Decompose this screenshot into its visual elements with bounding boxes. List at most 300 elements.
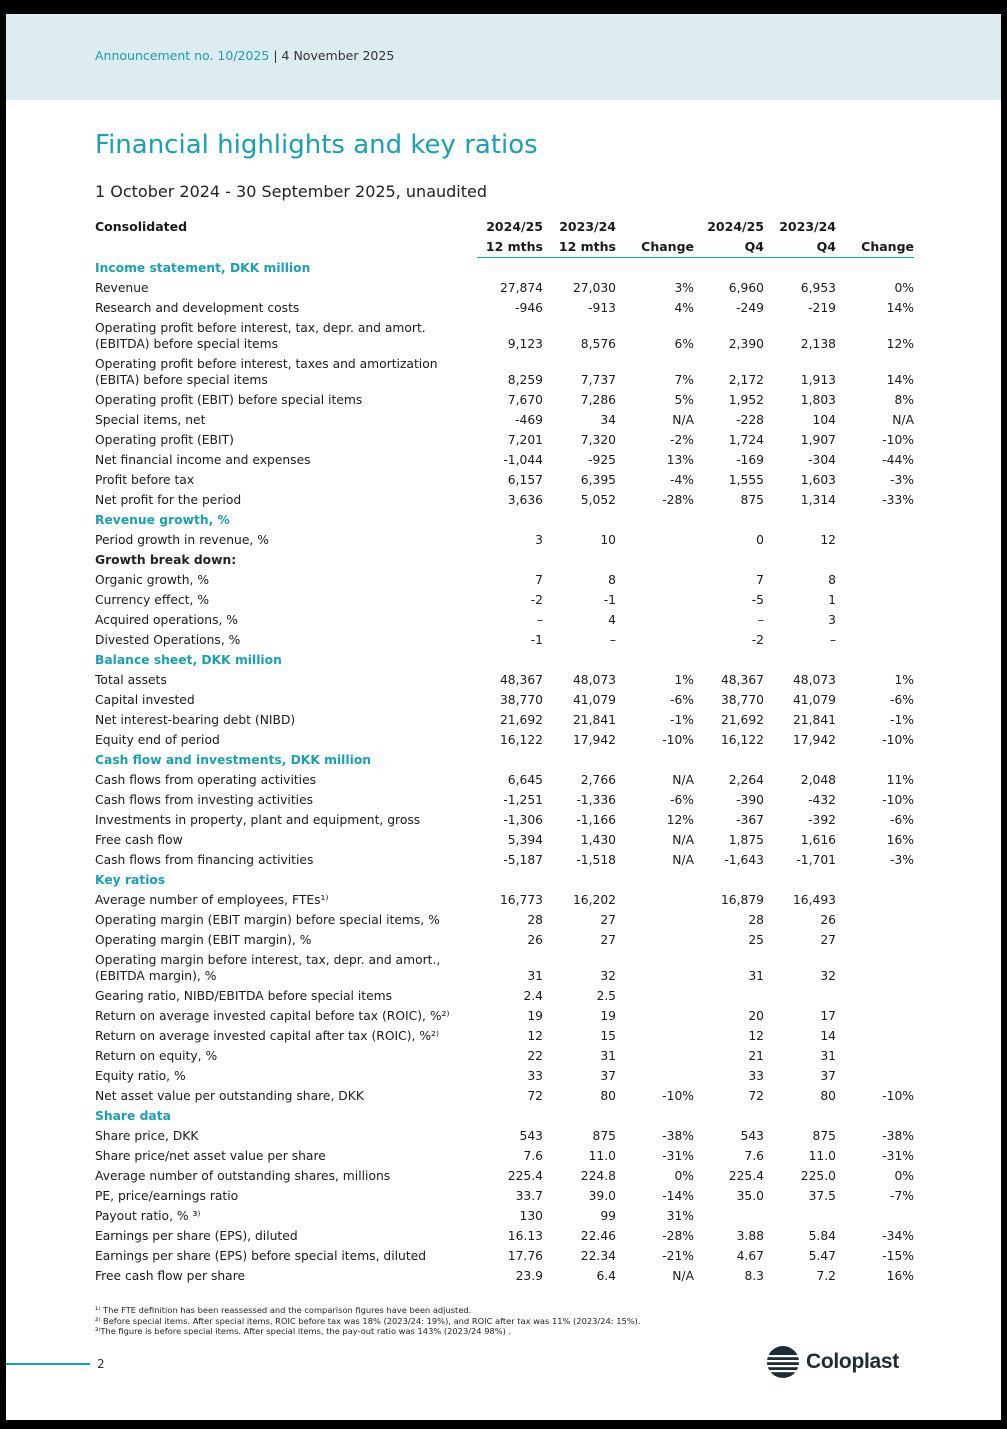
- table-cell: [836, 1206, 914, 1226]
- table-cell: -1,044: [503, 452, 543, 467]
- table-cell: N/A: [672, 852, 694, 867]
- table-cell: [694, 258, 764, 278]
- table-row: [95, 1086, 914, 1106]
- row-label: Net interest-bearing debt (NIBD): [95, 712, 296, 727]
- table-cell: [764, 650, 836, 670]
- table-cell: [836, 630, 914, 650]
- table-cell: [836, 986, 914, 1006]
- column-header-row-bottom: [95, 237, 914, 258]
- table-row: [95, 570, 914, 590]
- table-cell: 6,953: [800, 280, 836, 295]
- column-header-bottom: Q4: [694, 237, 764, 258]
- table-row: [95, 450, 914, 470]
- table-cell: [764, 870, 836, 890]
- document-page: [6, 14, 1001, 1420]
- table-cell: 1: [828, 592, 836, 607]
- table-cell: -6%: [670, 792, 694, 807]
- announcement-separator: |: [273, 48, 278, 63]
- table-cell: 130: [519, 1208, 543, 1223]
- table-cell: [836, 890, 914, 910]
- table-cell: -1,518: [576, 852, 616, 867]
- table-cell: 32: [820, 968, 836, 983]
- table-cell: 35.0: [736, 1188, 764, 1203]
- table-cell: 99: [600, 1208, 616, 1223]
- table-cell: -1,643: [724, 852, 764, 867]
- row-label: Currency effect, %: [95, 592, 209, 607]
- table-cell: 8: [608, 572, 616, 587]
- table-cell: 14%: [886, 300, 914, 315]
- table-cell: 80: [600, 1088, 616, 1103]
- table-cell: 20: [748, 1008, 764, 1023]
- table-cell: 27: [600, 912, 616, 927]
- table-cell: -38%: [662, 1128, 694, 1143]
- table-cell: 4.67: [736, 1248, 764, 1263]
- row-label: Return on equity, %: [95, 1048, 218, 1063]
- table-cell: 104: [812, 412, 836, 427]
- table-cell: -1,701: [796, 852, 836, 867]
- section-header-row: [95, 650, 914, 670]
- table-cell: 12: [527, 1028, 543, 1043]
- column-header-spacer: [95, 237, 477, 258]
- table-cell: 5.84: [808, 1228, 836, 1243]
- coloplast-logo-text: Coloplast: [806, 1350, 899, 1373]
- table-cell: 7,737: [580, 372, 616, 387]
- table-cell: [764, 510, 836, 530]
- table-cell: -469: [515, 412, 543, 427]
- row-label: Operating margin (EBIT margin), %: [95, 932, 312, 947]
- table-cell: 6.4: [596, 1268, 616, 1283]
- coloplast-logo-icon: [766, 1345, 800, 1379]
- table-row: [95, 910, 914, 930]
- section-title: Balance sheet, DKK million: [95, 652, 282, 667]
- table-row: [95, 810, 914, 830]
- table-cell: 32: [600, 968, 616, 983]
- row-label: Equity end of period: [95, 732, 220, 747]
- table-cell: 225.4: [728, 1168, 764, 1183]
- row-label: Period growth in revenue, %: [95, 532, 269, 547]
- row-label: Operating profit before interest, taxes and amortization (EBITA) before special items: [95, 356, 438, 387]
- table-cell: 8,576: [580, 336, 616, 351]
- table-cell: 1%: [894, 672, 914, 687]
- table-row: [95, 950, 914, 986]
- table-cell: [836, 550, 914, 570]
- coloplast-logo: [766, 1345, 899, 1379]
- table-cell: 7,670: [507, 392, 543, 407]
- table-cell: [836, 870, 914, 890]
- table-cell: 2,048: [800, 772, 836, 787]
- row-label: Net profit for the period: [95, 492, 242, 507]
- table-cell: N/A: [672, 832, 694, 847]
- column-header-top: 2023/24: [559, 219, 616, 234]
- table-cell: [836, 570, 914, 590]
- table-cell: 2,138: [800, 336, 836, 351]
- table-cell: -304: [808, 452, 836, 467]
- table-cell: -31%: [882, 1148, 914, 1163]
- row-label: Cash flows from financing activities: [95, 852, 314, 867]
- table-cell: 27: [600, 932, 616, 947]
- column-header-bottom: 12 mths: [543, 237, 616, 258]
- table-cell: 22: [527, 1048, 543, 1063]
- table-row: [95, 1006, 914, 1026]
- table-cell: [616, 1046, 694, 1066]
- table-cell: –: [609, 632, 616, 647]
- table-cell: -432: [808, 792, 836, 807]
- row-label: Gearing ratio, NIBD/EBITDA before special items: [95, 988, 393, 1003]
- table-cell: 16,879: [720, 892, 764, 907]
- table-cell: 7: [535, 572, 543, 587]
- table-row: [95, 410, 914, 430]
- table-cell: 11.0: [808, 1148, 836, 1163]
- row-label: Operating margin (EBIT margin) before special items, %: [95, 912, 440, 927]
- table-cell: [543, 1106, 616, 1126]
- table-cell: -2: [751, 632, 764, 647]
- table-row: [95, 1266, 914, 1286]
- table-cell: -6%: [890, 812, 914, 827]
- table-cell: 17.76: [507, 1248, 543, 1263]
- table-cell: 48,367: [720, 672, 764, 687]
- table-cell: 7%: [674, 372, 694, 387]
- table-cell: -219: [808, 300, 836, 315]
- row-label: Payout ratio, % ³⁾: [95, 1208, 201, 1223]
- row-label: Research and development costs: [95, 300, 300, 315]
- table-cell: [836, 1026, 914, 1046]
- table-cell: -10%: [882, 792, 914, 807]
- announcement-date: 4 November 2025: [281, 48, 395, 63]
- table-row: [95, 1066, 914, 1086]
- table-cell: 1,952: [728, 392, 764, 407]
- table-cell: 2,172: [728, 372, 764, 387]
- table-row: [95, 690, 914, 710]
- table-cell: -913: [588, 300, 616, 315]
- table-cell: [836, 750, 914, 770]
- table-row: [95, 1126, 914, 1146]
- table-cell: N/A: [672, 412, 694, 427]
- table-row: [95, 430, 914, 450]
- table-cell: -44%: [882, 452, 914, 467]
- table-cell: 16,773: [499, 892, 543, 907]
- row-label: Acquired operations, %: [95, 612, 238, 627]
- table-cell: -15%: [882, 1248, 914, 1263]
- table-cell: 5.47: [808, 1248, 836, 1263]
- table-cell: 3%: [674, 280, 694, 295]
- table-cell: -367: [736, 812, 764, 827]
- table-cell: -14%: [662, 1188, 694, 1203]
- table-cell: 31: [820, 1048, 836, 1063]
- table-cell: 1,907: [800, 432, 836, 447]
- footnote-1: ¹⁾ The FTE definition has been reassessed and the comparison figures have been adjusted.: [95, 1305, 472, 1315]
- table-cell: [616, 510, 694, 530]
- table-cell: [616, 530, 694, 550]
- table-cell: 543: [519, 1128, 543, 1143]
- table-cell: [477, 750, 543, 770]
- table-cell: –: [536, 612, 543, 627]
- table-cell: [616, 986, 694, 1006]
- table-cell: -1,306: [503, 812, 543, 827]
- table-cell: [764, 258, 836, 278]
- table-cell: –: [757, 612, 764, 627]
- table-cell: 6,157: [507, 472, 543, 487]
- table-row: [95, 710, 914, 730]
- row-label: Revenue: [95, 280, 149, 295]
- table-row: [95, 730, 914, 750]
- table-cell: 5,052: [580, 492, 616, 507]
- table-cell: 1,724: [728, 432, 764, 447]
- table-cell: 875: [740, 492, 764, 507]
- table-cell: [836, 610, 914, 630]
- table-cell: [836, 1106, 914, 1126]
- table-cell: 1,314: [800, 492, 836, 507]
- table-cell: 1,913: [800, 372, 836, 387]
- table-cell: 17,942: [572, 732, 616, 747]
- table-cell: 1,875: [728, 832, 764, 847]
- table-cell: 16,122: [720, 732, 764, 747]
- table-cell: 22.34: [580, 1248, 616, 1263]
- footnotes: [95, 1305, 641, 1337]
- row-label: Profit before tax: [95, 472, 195, 487]
- table-cell: [477, 650, 543, 670]
- row-label: Return on average invested capital after tax (ROIC), %²⁾: [95, 1028, 439, 1043]
- table-cell: 19: [527, 1008, 543, 1023]
- table-cell: 14: [820, 1028, 836, 1043]
- column-header-top: 2024/25: [707, 219, 764, 234]
- table-row: [95, 278, 914, 298]
- row-label: Earnings per share (EPS) before special items, diluted: [95, 1248, 427, 1263]
- table-cell: 33: [748, 1068, 764, 1083]
- row-label: Free cash flow: [95, 832, 183, 847]
- table-cell: 48,073: [572, 672, 616, 687]
- row-label: Earnings per share (EPS), diluted: [95, 1228, 298, 1243]
- table-cell: 11.0: [588, 1148, 616, 1163]
- table-cell: 10: [600, 532, 616, 547]
- table-cell: 7,201: [507, 432, 543, 447]
- column-header-bottom: Change: [836, 237, 914, 258]
- table-cell: -21%: [662, 1248, 694, 1263]
- table-cell: -1,251: [503, 792, 543, 807]
- row-label: Equity ratio, %: [95, 1068, 186, 1083]
- table-cell: 2,264: [728, 772, 764, 787]
- section-header-row: [95, 510, 914, 530]
- row-label: Free cash flow per share: [95, 1268, 246, 1283]
- row-label: Return on average invested capital before tax (ROIC), %²⁾: [95, 1008, 450, 1023]
- row-label: Capital invested: [95, 692, 195, 707]
- table-cell: 48,073: [792, 672, 836, 687]
- table-row: [95, 930, 914, 950]
- table-cell: 0%: [894, 280, 914, 295]
- table-cell: 38,770: [499, 692, 543, 707]
- table-cell: 3,636: [507, 492, 543, 507]
- table-cell: [694, 650, 764, 670]
- table-cell: 31: [600, 1048, 616, 1063]
- table-row: [95, 1166, 914, 1186]
- table-row: [95, 790, 914, 810]
- table-row: [95, 530, 914, 550]
- table-cell: 19: [600, 1008, 616, 1023]
- table-cell: [543, 650, 616, 670]
- table-cell: [616, 258, 694, 278]
- row-label: Net financial income and expenses: [95, 452, 311, 467]
- table-cell: 16,122: [499, 732, 543, 747]
- announcement-line: [95, 48, 394, 63]
- table-cell: 3: [828, 612, 836, 627]
- table-cell: -1,166: [576, 812, 616, 827]
- table-cell: 7,286: [580, 392, 616, 407]
- table-cell: 28: [527, 912, 543, 927]
- column-header-top: 2023/24: [779, 219, 836, 234]
- row-label: Operating profit before interest, tax, depr. and amort. (EBITDA) before special items: [95, 320, 426, 351]
- table-cell: 875: [592, 1128, 616, 1143]
- table-cell: 7.2: [816, 1268, 836, 1283]
- column-header-bottom: Q4: [764, 237, 836, 258]
- table-cell: [836, 910, 914, 930]
- table-cell: [543, 870, 616, 890]
- table-cell: 225.0: [800, 1168, 836, 1183]
- section-title: Key ratios: [95, 872, 166, 887]
- table-cell: 21,841: [792, 712, 836, 727]
- row-label: Growth break down:: [95, 552, 237, 567]
- table-cell: 27,874: [499, 280, 543, 295]
- table-cell: -3%: [890, 472, 914, 487]
- table-cell: [836, 950, 914, 986]
- table-row: [95, 850, 914, 870]
- table-cell: -169: [736, 452, 764, 467]
- section-title: Income statement, DKK million: [95, 260, 311, 275]
- table-cell: 37: [600, 1068, 616, 1083]
- table-cell: 21: [748, 1048, 764, 1063]
- table-row: [95, 1186, 914, 1206]
- table-cell: [616, 870, 694, 890]
- table-cell: 0: [756, 532, 764, 547]
- table-cell: -31%: [662, 1148, 694, 1163]
- table-cell: 48,367: [499, 672, 543, 687]
- table-cell: [616, 930, 694, 950]
- table-cell: [694, 1206, 764, 1226]
- table-cell: 3: [535, 532, 543, 547]
- table-cell: 37.5: [808, 1188, 836, 1203]
- table-cell: -10%: [662, 732, 694, 747]
- table-cell: [616, 570, 694, 590]
- row-label: Operating margin before interest, tax, depr. and amort., (EBITDA margin), %: [95, 952, 441, 983]
- table-row: [95, 670, 914, 690]
- table-cell: [616, 910, 694, 930]
- table-row: [95, 298, 914, 318]
- table-cell: -2%: [670, 432, 694, 447]
- page-number: 2: [97, 1357, 105, 1371]
- table-cell: 6,395: [580, 472, 616, 487]
- table-cell: 16,493: [792, 892, 836, 907]
- row-label: Average number of outstanding shares, millions: [95, 1168, 391, 1183]
- table-cell: 9,123: [507, 336, 543, 351]
- table-cell: 1,430: [580, 832, 616, 847]
- footnote-3: ³⁾The figure is before special items. After special items, the pay-out ratio was 143% (2023/24 98%) .: [95, 1326, 512, 1336]
- column-header-top: [616, 217, 694, 237]
- table-cell: 21,692: [499, 712, 543, 727]
- table-cell: -1%: [670, 712, 694, 727]
- table-cell: 22.46: [580, 1228, 616, 1243]
- table-cell: [477, 510, 543, 530]
- table-cell: 2,390: [728, 336, 764, 351]
- table-cell: -7%: [890, 1188, 914, 1203]
- table-cell: -392: [808, 812, 836, 827]
- table-cell: 34: [600, 412, 616, 427]
- table-cell: [694, 1106, 764, 1126]
- table-cell: [694, 986, 764, 1006]
- column-header-bottom: 12 mths: [477, 237, 543, 258]
- row-label: Organic growth, %: [95, 572, 210, 587]
- table-cell: 12: [820, 532, 836, 547]
- table-row: [95, 1226, 914, 1246]
- column-header-label: Consolidated: [95, 219, 188, 234]
- table-row: [95, 318, 914, 354]
- table-cell: [477, 870, 543, 890]
- table-cell: [616, 650, 694, 670]
- table-cell: [616, 1106, 694, 1126]
- table-cell: -228: [736, 412, 764, 427]
- table-cell: 6,645: [507, 772, 543, 787]
- table-cell: -1: [530, 632, 543, 647]
- table-cell: 8,259: [507, 372, 543, 387]
- table-cell: 2,766: [580, 772, 616, 787]
- row-label: Share price, DKK: [95, 1128, 199, 1143]
- table-cell: 17: [820, 1008, 836, 1023]
- column-header-row-top: [95, 217, 914, 237]
- table-cell: 12%: [886, 336, 914, 351]
- page-title: Financial highlights and key ratios: [95, 130, 538, 160]
- table-cell: 14%: [886, 372, 914, 387]
- table-row: [95, 986, 914, 1006]
- table-cell: -38%: [882, 1128, 914, 1143]
- table-cell: [836, 1066, 914, 1086]
- table-cell: 7.6: [744, 1148, 764, 1163]
- table-cell: 72: [527, 1088, 543, 1103]
- table-cell: [764, 750, 836, 770]
- row-label: Investments in property, plant and equipment, gross: [95, 812, 421, 827]
- table-cell: 16%: [886, 832, 914, 847]
- table-cell: 39.0: [588, 1188, 616, 1203]
- table-cell: 7: [756, 572, 764, 587]
- table-cell: 875: [812, 1128, 836, 1143]
- table-cell: -2: [530, 592, 543, 607]
- table-cell: [616, 550, 694, 570]
- table-cell: -5,187: [503, 852, 543, 867]
- table-cell: [836, 590, 914, 610]
- table-cell: [836, 1006, 914, 1026]
- table-cell: 31%: [666, 1208, 694, 1223]
- table-cell: 33.7: [515, 1188, 543, 1203]
- table-cell: [616, 1026, 694, 1046]
- row-label: Cash flows from investing activities: [95, 792, 314, 807]
- row-label: Cash flows from operating activities: [95, 772, 317, 787]
- table-cell: [543, 550, 616, 570]
- table-cell: 8: [828, 572, 836, 587]
- table-cell: [764, 1206, 836, 1226]
- table-row: [95, 1026, 914, 1046]
- table-cell: 25: [748, 932, 764, 947]
- row-label: Net asset value per outstanding share, DKK: [95, 1088, 364, 1103]
- table-cell: [836, 1046, 914, 1066]
- table-cell: 27,030: [572, 280, 616, 295]
- table-cell: 26: [820, 912, 836, 927]
- table-cell: [836, 530, 914, 550]
- table-cell: [764, 550, 836, 570]
- table-row: [95, 830, 914, 850]
- table-row: [95, 1146, 914, 1166]
- row-label: Operating profit (EBIT) before special items: [95, 392, 363, 407]
- table-cell: 31: [748, 968, 764, 983]
- table-cell: -946: [515, 300, 543, 315]
- table-cell: -249: [736, 300, 764, 315]
- financial-table: [95, 217, 914, 1286]
- table-cell: -10%: [662, 1088, 694, 1103]
